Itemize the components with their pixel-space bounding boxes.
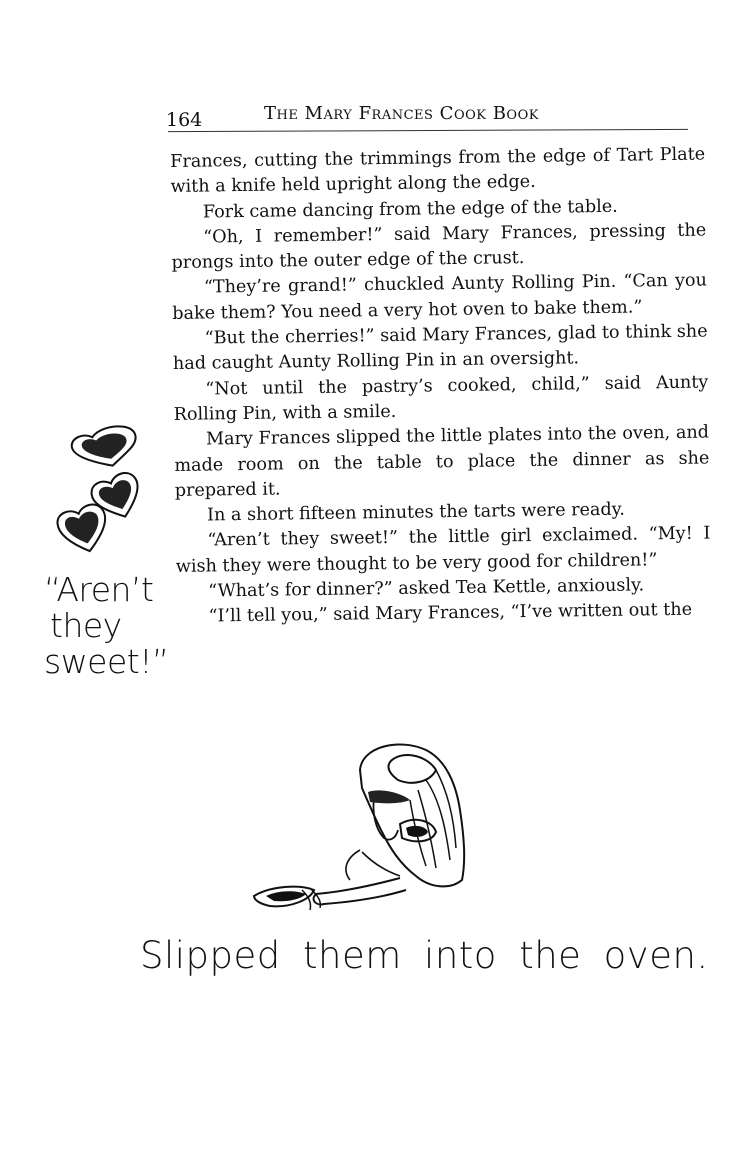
paragraph: Frances, cutting the trimmings from the edge of Tart Plate with a knife held upright along the edge. [170,144,706,198]
paragraph: “Not until the pastry’s cooked, child,” said Aunty Rolling Pin, with a smile. [173,372,709,425]
paragraph: In a short fifteen minutes the tarts were ready. [206,499,626,526]
paragraph: Fork came dancing from the edge of the table. [202,196,618,223]
paragraph: Mary Frances slipped the little plates into the oven, and made room on the table to place the dinner as she prepared it. [174,422,710,501]
paragraph: “Aren’t they sweet!” the little girl exclaimed. “My! I wish they were thought to be very good for children!” [175,523,711,577]
side-caption-line: sweet!” [44,642,169,681]
paragraph: “They’re grand!” chuckled Aunty Rolling Pin. “Can you bake them? You need a very hot oven to bake them.” [172,271,708,324]
paragraph: “Oh, I remember!” said Mary Frances, pressing the prongs into the outer edge of the crust. [171,220,707,274]
side-caption [44,570,169,681]
paragraph: “What’s for dinner?” asked Tea Kettle, anxiously. [208,575,645,602]
side-caption-line: “Aren’t [44,570,154,609]
heart-tarts-illustration [55,420,165,570]
body-text [170,143,712,631]
girl-oven-illustration [250,740,520,920]
header-rule [168,129,688,132]
heart-tart-icon [69,422,140,473]
side-caption-line: they [50,606,122,645]
illustration-caption: Slipped them into the oven. [140,934,709,977]
heart-tart-icon [55,502,113,558]
paragraph: “But the cherries!” said Mary Frances, glad to think she had caught Aunty Rolling Pin in an oversight. [172,321,708,375]
running-head: The Mary Frances Cook Book [264,103,539,124]
paragraph: “I’ll tell you,” said Mary Frances, “I’ve written out the [208,600,693,627]
page-number: 164 [166,109,203,131]
